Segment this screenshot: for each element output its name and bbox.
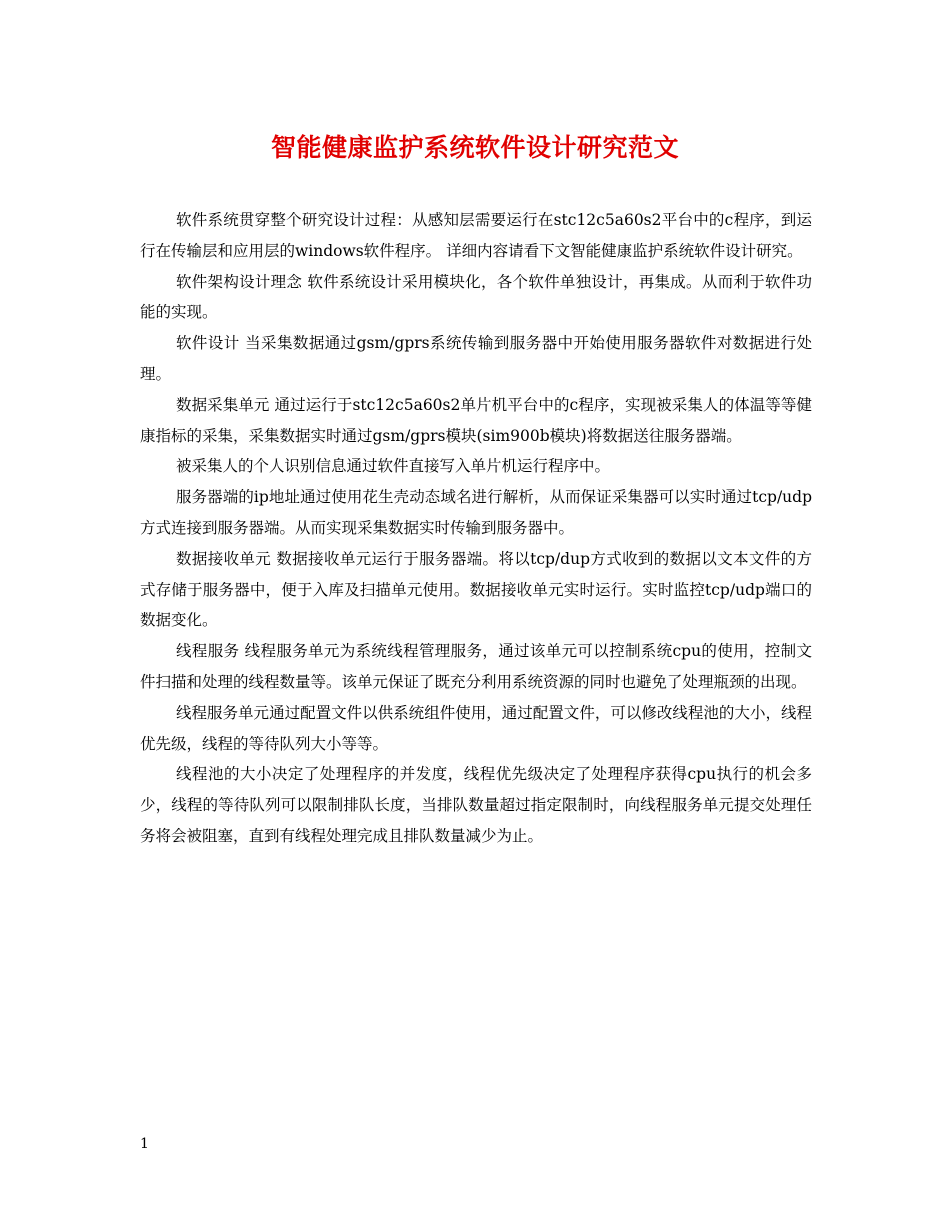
paragraph-9: 线程服务单元通过配置文件以供系统组件使用，通过配置文件，可以修改线程池的大小，线程优先级，线程的等待队列大小等等。 [140,703,812,753]
paragraph-1: 软件系统贯穿整个研究设计过程：从感知层需要运行在stc12c5a60s2平台中的c程序，到运行在传输层和应用层的windows软件程序。 详细内容请看下文智能健康监护系统软件设计研究。 [140,211,812,260]
paragraph-6: 服务器端的ip地址通过使用花生壳动态域名进行解析，从而保证采集器可以实时通过tcp/udp方式连接到服务器端。从而实现采集数据实时传输到服务器中。 [140,488,812,537]
document-title: 智能健康监护系统软件设计研究范文 [270,133,679,162]
paragraph-5: 被采集人的个人识别信息通过软件直接写入单片机运行程序中。 [176,457,611,476]
paragraph-8: 线程服务 线程服务单元为系统线程管理服务，通过该单元可以控制系统cpu的使用，控制文件扫描和处理的线程数量等。该单元保证了既充分利用系统资源的同时也避免了处理瓶颈的出现。 [140,642,812,691]
document-body [140,205,812,852]
page-number: 1 [140,1136,149,1152]
paragraph-4: 数据采集单元 通过运行于stc12c5a60s2单片机平台中的c程序，实现被采集人的体温等等健康指标的采集，采集数据实时通过gsm/gprs模块(sim900b模块)将数据送往服务器端。 [140,395,812,445]
paragraph-2: 软件架构设计理念 软件系统设计采用模块化，各个软件单独设计，再集成。从而利于软件功能的实现。 [140,272,812,322]
paragraph-3: 软件设计 当采集数据通过gsm/gprs系统传输到服务器中开始使用服务器软件对数据进行处理。 [140,334,812,383]
paragraph-7: 数据接收单元 数据接收单元运行于服务器端。将以tcp/dup方式收到的数据以文本文件的方式存储于服务器中，便于入库及扫描单元使用。数据接收单元实时运行。实时监控tcp/udp端口的数据变化。 [140,549,812,630]
paragraph-10: 线程池的大小决定了处理程序的并发度，线程优先级决定了处理程序获得cpu执行的机会多少，线程的等待队列可以限制排队长度，当排队数量超过指定限制时，向线程服务单元提交处理任务将会被阻塞，直到有线程处理完成且排队数量减少为止。 [140,765,812,845]
